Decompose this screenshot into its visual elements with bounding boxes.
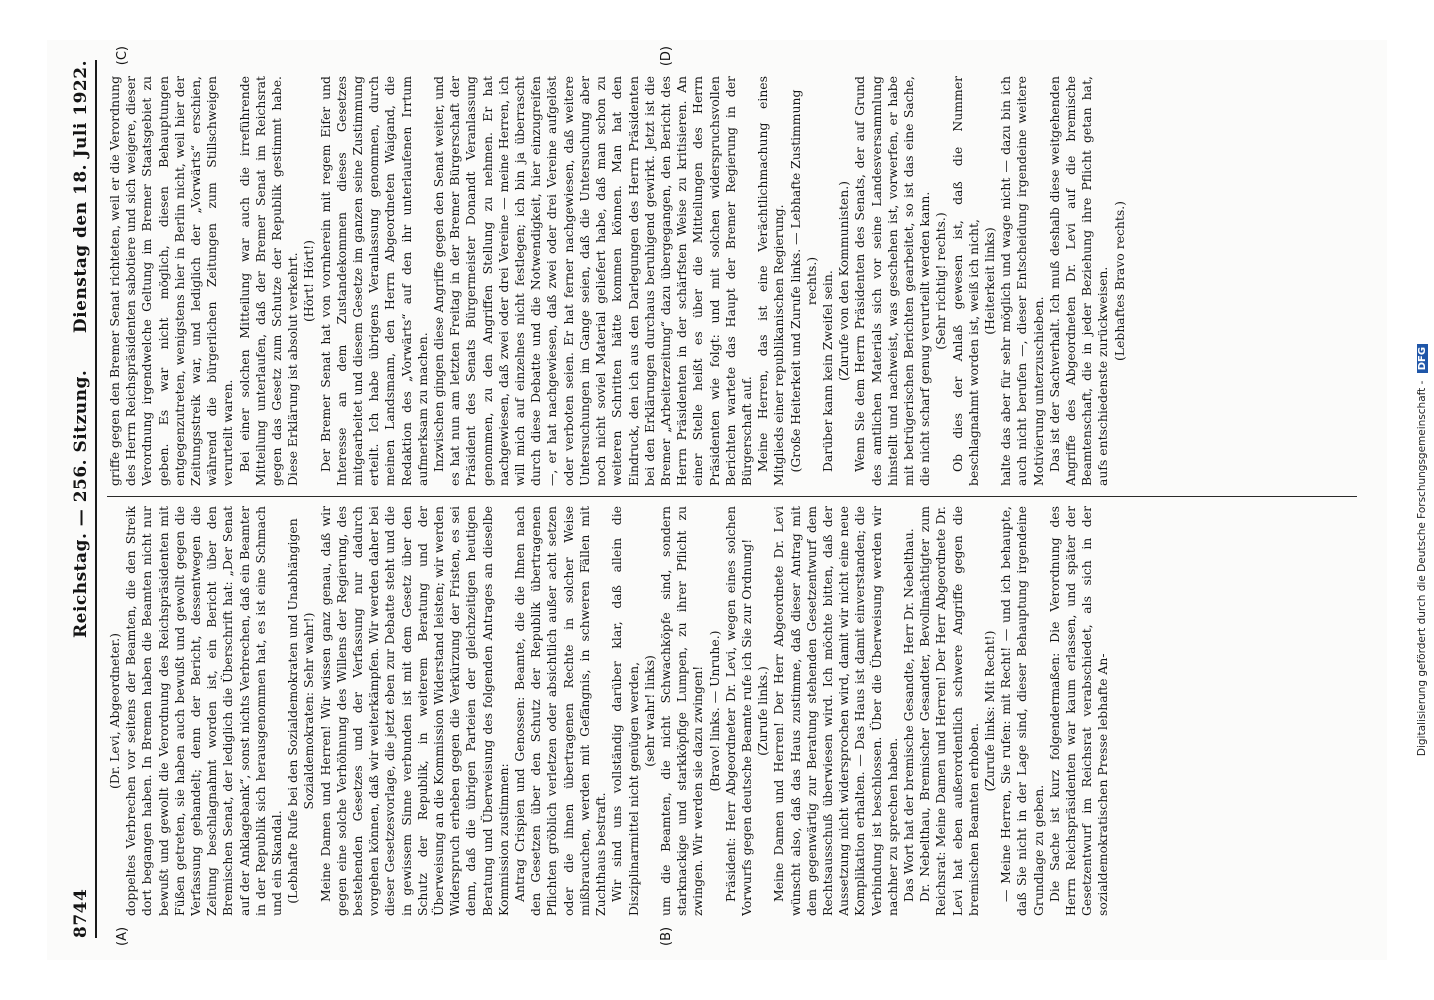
paragraph: Darüber kann kein Zweifel sein. bbox=[819, 270, 835, 472]
paragraph: — Meine Herren, Sie rufen: mit Recht! — und ich behaupte, daß Sie nicht in der Lage sind, dieser Behauptung irgendeine Grundlage zu geben. bbox=[998, 506, 1046, 916]
interjection: (Große Heiterkeit und Zurufe links. — Lebhafte Zustimmung rechts.) bbox=[787, 89, 819, 473]
interjection: (Lebhaftes Bravo rechts.) bbox=[1111, 201, 1127, 361]
document-page bbox=[47, 40, 1387, 960]
paragraph: griffe gegen den Bremer Senat richteten, weil er die Verordnung des Herrn Reichspräsidenten sabotiere und sich weigere, dieser Verordnung irgendwelche Geltung im Bremer Staatsgebiet zu geben. Es war nicht möglich, diesen Behauptungen entgegenzutreten, wenigstens hier in Berlin nicht, weil hier der Zeitungsstreik war, und lediglich der „Vorwärts“ erschien, während die bürgerlichen Zeitungen zum Stillschweigen verurteilt waren. bbox=[107, 76, 236, 486]
column-divider bbox=[107, 496, 1357, 497]
session-date: Dienstag den 18. Juli 1922. bbox=[71, 60, 91, 334]
digitization-sidebar bbox=[1408, 0, 1434, 1000]
paragraph: Meine Damen und Herren! Der Herr Abgeordnete Dr. Levi wünscht also, daß das Haus zustimme, daß dieser Antrag mit dem gegenwärtig zur Beratung stehenden Gesetzentwurf dem Rechtsausschuß überwiesen wird. Ich möchte bitten, daß der Aussetzung nicht widersprochen wird, damit wir nicht eine neue Komplikation erhalten. — Das Haus ist damit einverstanden; die Verbindung ist beschlossen. Über die Überweisung werden wir nachher zu sprechen haben. bbox=[771, 506, 900, 916]
president-remark: Präsident: Herr Abgeordneter Dr. Levi, wegen eines solchen Vorwurfs gegen deutsche Beamte rufe ich Sie zur Ordnung! bbox=[722, 506, 754, 916]
right-column bbox=[107, 76, 1357, 486]
interjection: (sehr wahr! links) bbox=[641, 655, 657, 767]
paragraph: Wir sind uns vollständig darüber klar, daß allein die Disziplinarmittel nicht genügen werden, bbox=[609, 506, 641, 916]
page-number: 8744 bbox=[71, 888, 91, 938]
session-title: Reichstag. — 256. Sitzung. bbox=[71, 369, 91, 638]
interjection: (Zurufe links: Mit Recht!) bbox=[981, 630, 997, 792]
paragraph: Inzwischen gingen diese Angriffe gegen den Senat weiter, und es hat nun am letzten Freitag in der Bremer Bürgerschaft der Präsident des Senats Bürgermeister Donandt Veranlassung genommen, zu den Angriffen Stellung zu nehmen. Er hat nachgewiesen, daß zwei oder drei Vereine — meine Herren, ich will mich auf einzelnes nicht festlegen; ich bin ja überrascht durch diese Debatte und die Notwendigkeit, hier einzugreifen —, er hat nachgewiesen, daß zwei oder drei Vereine aufgelöst oder verboten seien. Er hat ferner nachgewiesen, daß weitere Untersuchungen im Gange seien, daß die Untersuchung aber noch nicht soviel Material geliefert habe, daß man schon zu weiteren Schritten hätte kommen können. Man hat den Eindruck, den ich aus den Darlegungen des Herrn Präsidenten bei den Erklärungen durchaus beruhigend gewirkt. Jetzt ist die Bremer „Arbeiterzeitung“ dazu übergegangen, den Bericht des Herrn Präsidenten in der schärfsten Weise zu kritisieren. An einer Stelle heißt es über die Mitteilungen des Herrn Präsidenten wie folgt: und mit solchen widerspruchsvollen Berichten wartete das Haupt der Bremer Regierung in der Bürgerschaft auf. bbox=[431, 76, 754, 486]
paragraph: Wenn Sie dem Herrn Präsidenten des Senats, der auf Grund des amtlichen Materials sich vor seine Landesversammlung hinstellt und nachweist, was geschehen ist, vorwerfen, er habe mit betrügerischen Berichten gearbeitet, so ist das eine Sache, die nicht scharf genug verurteilt werden kann. bbox=[852, 76, 933, 486]
funding-notice: Digitalisierung gefördert durch die Deutsche Forschungsgemeinschaft - bbox=[1416, 380, 1428, 757]
paragraph: Ob dies der Anlaß gewesen ist, daß die Nummer beschlagnahmt worden ist, weiß ich nicht, bbox=[949, 76, 981, 486]
paragraph: Das Wort hat der bremische Gesandte, Herr Dr. Nebelthau. bbox=[900, 528, 916, 902]
margin-mark-c: (C) bbox=[115, 46, 130, 66]
margin-mark-d: (D) bbox=[659, 46, 674, 67]
paragraph: Meine Damen und Herren! Wir wissen ganz genau, daß wir gegen eine solche Verhöhnung des Willens der Regierung, des bestehenden Gesetzes und der Verfassung nur dadurch vorgehen können, daß wir weiterkämpfen. Wir werden daher bei dieser Gesetzesvorlage, die jetzt eben zur Debatte steht und die in gewissem Sinne verbunden ist mit dem Gesetz über den Schutz der Republik, in weiterem Beratung und der Überweisung an die Kommission Widerstand leisten; wir werden Widerspruch erheben gegen die Verkürzung der Fristen, es sei denn, daß die übrigen Parteien der gleichzeitigen heutigen Beratung und Überweisung des folgenden Antrages an dieselbe Kommission zustimmen: bbox=[317, 506, 511, 916]
motion-text: Antrag Crispien und Genossen: Beamte, die die Ihnen nach den Gesetzen über den Schutz der Republik übertragenen Pflichten gröblich verletzen oder absichtlich außer acht setzen oder die ihnen übertragenen Rechte in solcher Weise mißbrauchen, werden mit Gefängnis, in schweren Fällen mit Zuchthaus bestraft. bbox=[512, 506, 609, 916]
interjection: (Hört! Hört!) bbox=[301, 240, 317, 322]
margin-mark-a: (A) bbox=[115, 926, 130, 946]
paragraph: Meine Herren, das ist eine Verächtlichmachung eines Mitglieds einer republikanischen Regierung. bbox=[755, 76, 787, 486]
paragraph: halte das aber für sehr möglich und wage nicht — dazu bin ich auch nicht berufen —, dieser Entscheidung irgendeine weitere Motivierung unterzuschieben. bbox=[998, 76, 1046, 486]
interjection: (Bravo! links. — Unruhe.) bbox=[706, 630, 722, 792]
interjection: (Zurufe links.) bbox=[755, 666, 771, 756]
left-column bbox=[107, 506, 1357, 916]
paragraph: Bei einer solchen Mitteilung war auch die irreführende Mitteilung unterlaufen, daß der Bremer Senat im Reichsrat gegen das Gesetz zum Schutze der Republik gestimmt habe. Diese Erklärung ist absolut verkehrt. bbox=[236, 76, 301, 486]
paragraph: Das ist der Sachverhalt. Ich muß deshalb diese weitgehenden Angriffe des Abgeordneten Dr. Levi auf die bremische Beamtenschaft, die in jeder Beziehung ihre Pflicht getan hat, aufs entschiedenste zurückweisen. bbox=[1046, 76, 1111, 486]
interjection: (Lebhafte Rufe bei den Sozialdemokraten und Unabhängigen Sozialdemokraten: Sehr wahr!) bbox=[285, 518, 317, 904]
paragraph: um die Beamten, die nicht Schwachköpfe sind, sondern starknackige und starkköpfige Lumpen, zu ihrer Pflicht zu zwingen. Wir werden sie dazu zwingen! bbox=[657, 506, 706, 916]
paragraph: doppeltes Verbrechen vor seitens der Beamten, die den Streik dort begangen haben. In Bremen haben die Beamten nicht nur bewußt und gewollt die Verordnung des Reichspräsidenten mit Füßen getreten, sie haben auch bewußt und gewollt gegen die Verfassung gehandelt; denn der Bericht, dessentwegen die Zeitung beschlagnahmt worden ist, ein Bericht über den Bremischen Senat, der lediglich die Überschrift hat: „Der Senat auf der Anklagebank“, sonst nichts Verbrechen, daß ein Beamter in der Republik sich herausgenommen hat, es ist eine Schmach und ein Skandal. bbox=[123, 506, 285, 916]
margin-mark-b: (B) bbox=[659, 926, 674, 946]
dfg-logo: DFG bbox=[1417, 344, 1428, 373]
interjection: (Zurufe von den Kommunisten.) bbox=[836, 181, 852, 381]
paragraph: Die Sache ist kurz folgendermaßen: Die Verordnung des Herrn Reichspräsidenten war kaum erlassen, und später der Gesetzentwurf im Reichsrat verabschiedet, als sich in der sozialdemokratischen Presse lebhafte An- bbox=[1046, 506, 1111, 916]
page-header bbox=[65, 60, 97, 938]
paragraph: Der Bremer Senat hat von vornherein mit regem Eifer und Interesse an dem Zustandekommen dieses Gesetzes mitgearbeitet und diesem Gesetze im ganzen seine Zustimmung erteilt. Ich habe übrigens Veranlassung genommen, durch meinen Landsmann, den Herrn Abgeordneten Waigand, die Redaktion des „Vorwärts“ auf den ihr unterlaufenen Irrtum aufmerksam zu machen. bbox=[317, 76, 430, 486]
speaker-continuation: (Dr. Levi, Abgeordneter.) bbox=[107, 632, 122, 790]
interjection: (Heiterkeit links) bbox=[981, 227, 997, 335]
interjection: (Sehr richtig! rechts.) bbox=[933, 212, 949, 350]
speaker-intro: Dr. Nebelthau, Bremischer Gesandter, Bevollmächtigter zum Reichsrat: Meine Damen und Herren! Der Herr Abgeordnete Dr. Levi hat eben außerordentlich schwere Angriffe gegen die bremischen Beamten erhoben. bbox=[917, 506, 981, 916]
